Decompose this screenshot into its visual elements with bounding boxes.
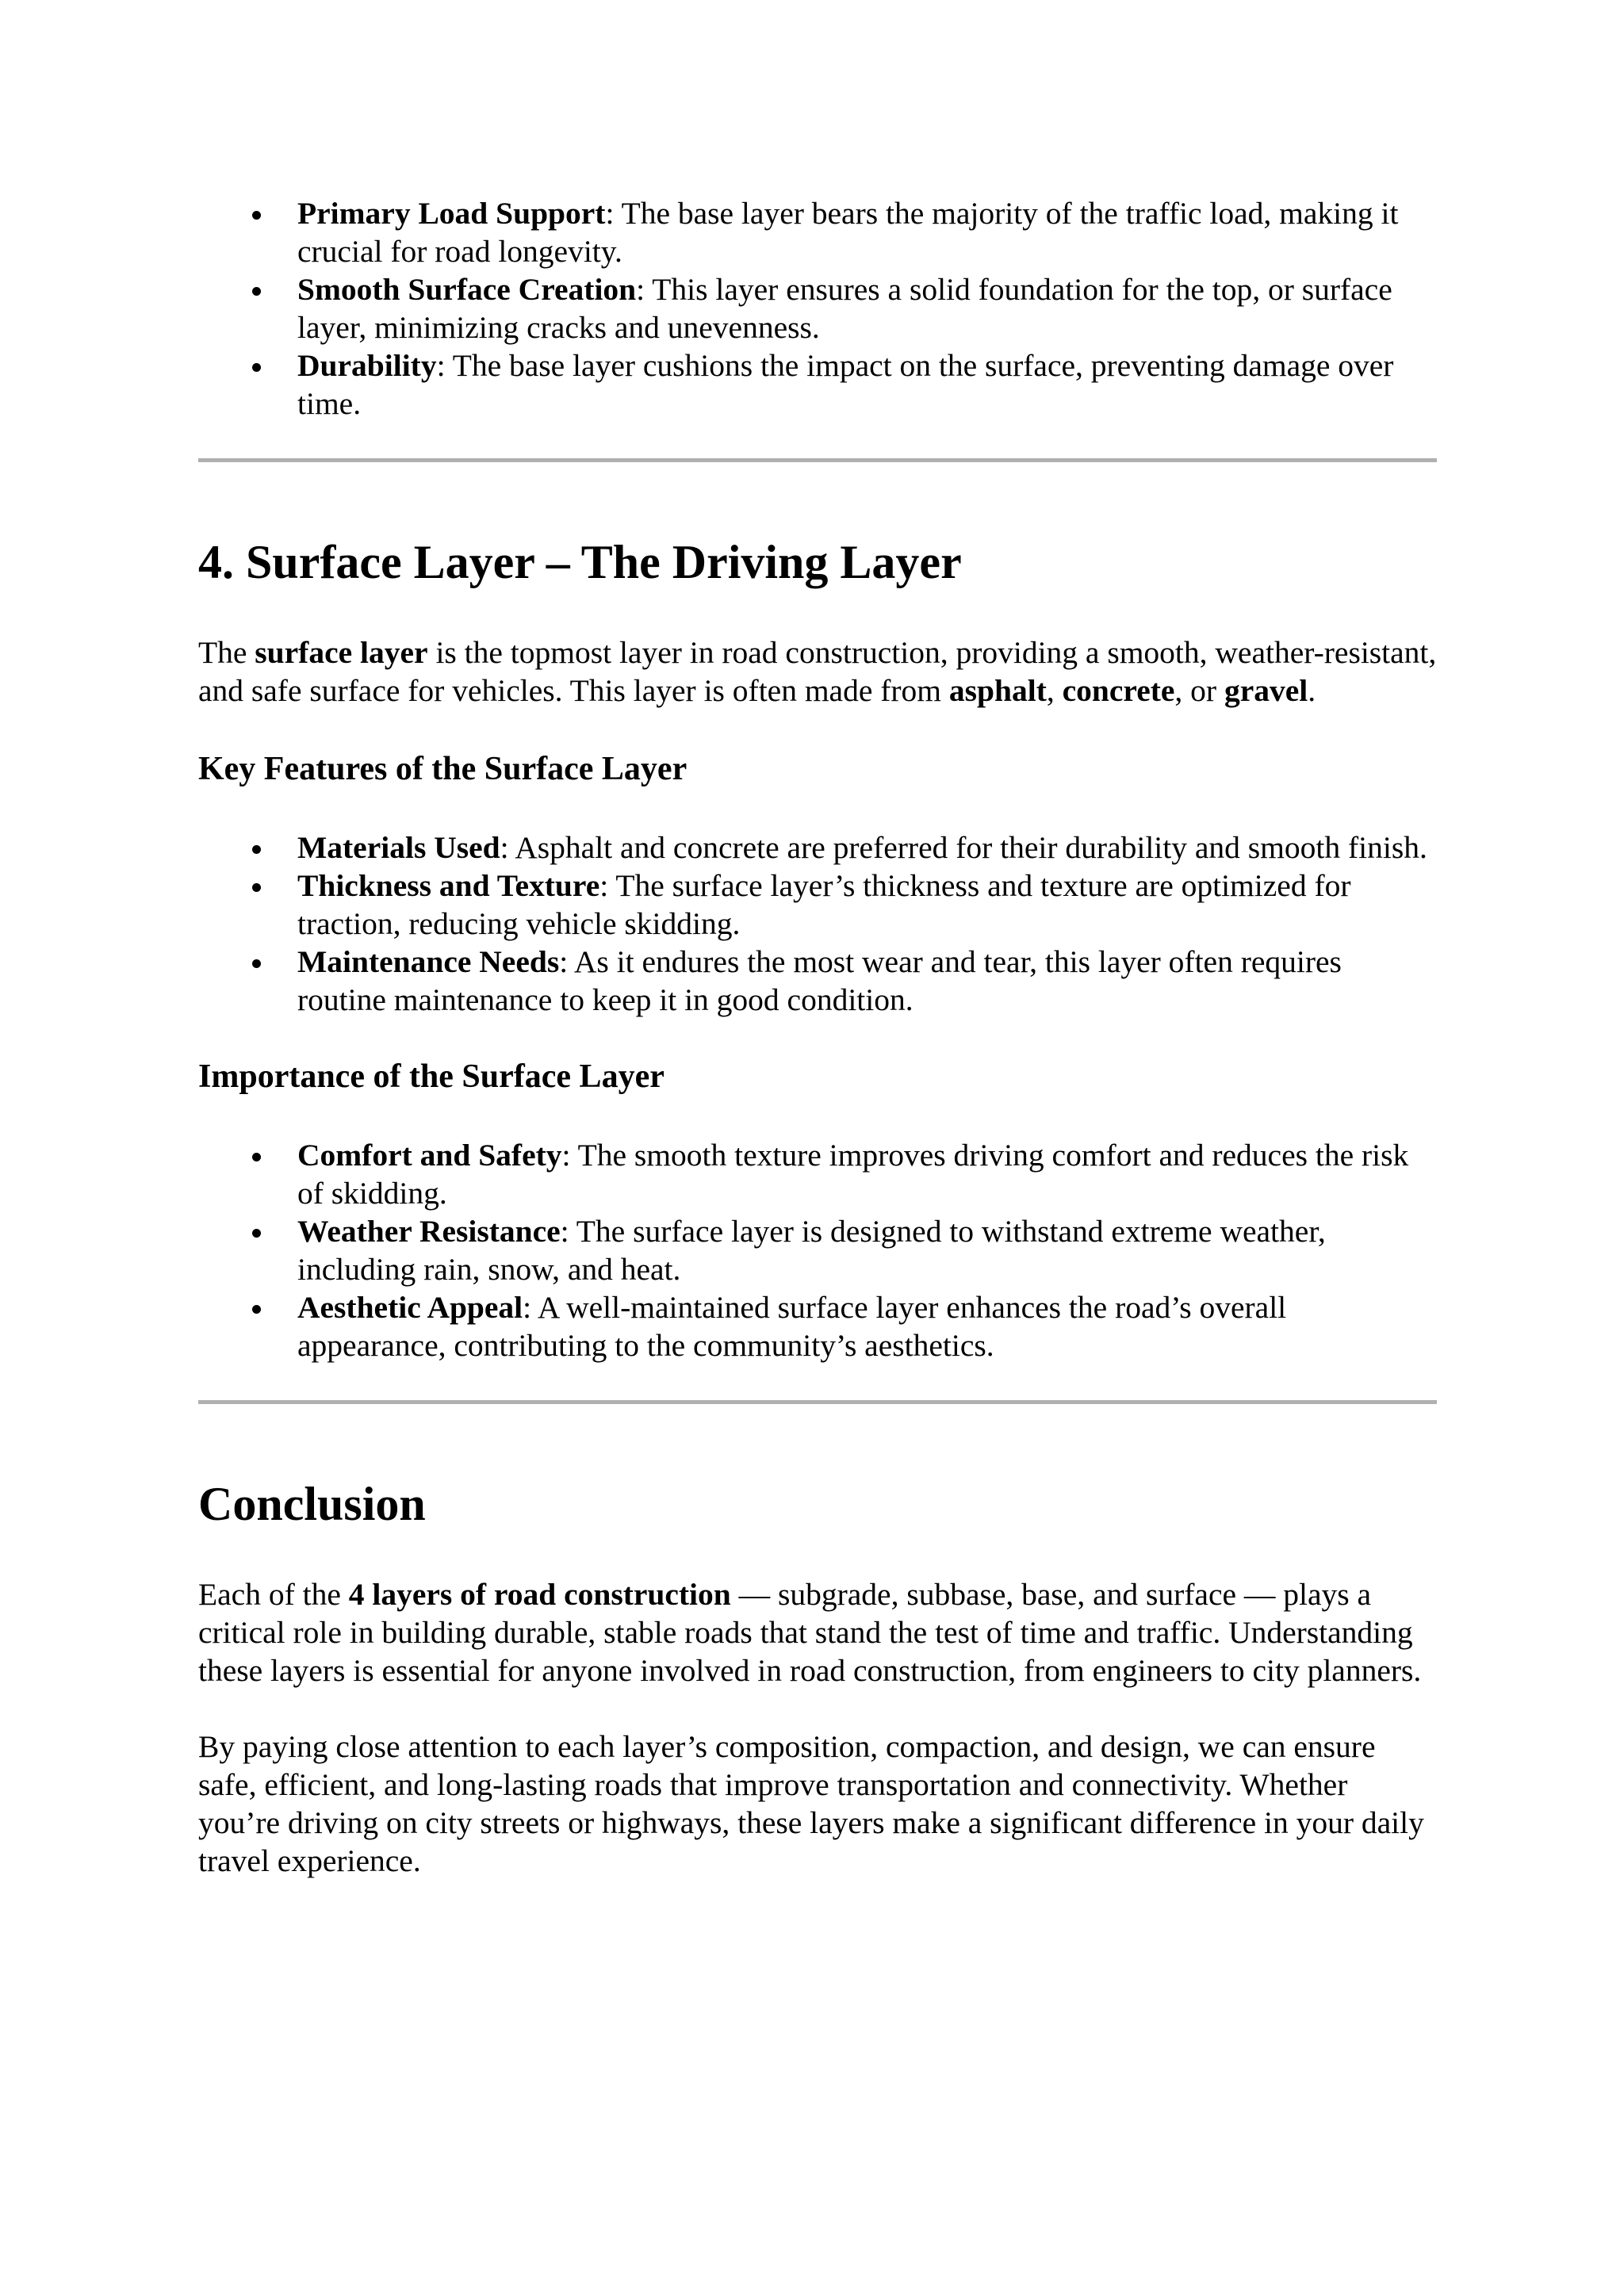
list-item: Smooth Surface Creation: This layer ensures a solid foundation for the top, or surface layer, minimizing cracks and unevenness. xyxy=(297,270,1437,346)
bullet-icon xyxy=(252,883,261,892)
bullet-icon xyxy=(252,211,261,220)
section-divider xyxy=(198,1400,1437,1404)
surface-features-list xyxy=(198,828,1437,1019)
list-item: Thickness and Texture: The surface layer’s thickness and texture are optimized for traction, reducing vehicle skidding. xyxy=(297,867,1437,943)
base-importance-list xyxy=(198,194,1437,423)
bullet-icon xyxy=(252,1229,261,1238)
conclusion-paragraph: By paying close attention to each layer’s composition, compaction, and design, we can ensure safe, efficient, and long-lasting roads that improve transportation and connectivity. Whether you’re driving on city streets or highways, these layers make a significant difference in your daily travel experience. xyxy=(198,1729,1424,1878)
bullet-icon xyxy=(252,363,261,372)
list-item: Aesthetic Appeal: A well-maintained surface layer enhances the road’s overall appearance, contributing to the community’s aesthetics. xyxy=(297,1288,1437,1364)
subsection-heading: Importance of the Surface Layer xyxy=(198,1058,665,1095)
surface-intro-paragraph: The surface layer is the topmost layer in road construction, providing a smooth, weather-resistant, and safe surface for vehicles. This layer is often made from asphalt, concrete, or gravel. xyxy=(198,635,1437,708)
bullet-icon xyxy=(252,1305,261,1314)
bullet-icon xyxy=(252,845,261,854)
bullet-icon xyxy=(252,287,261,296)
section-divider xyxy=(198,458,1437,462)
list-item: Maintenance Needs: As it endures the most wear and tear, this layer often requires routine maintenance to keep it in good condition. xyxy=(297,943,1437,1019)
surface-importance-list xyxy=(198,1136,1437,1364)
list-item: Comfort and Safety: The smooth texture improves driving comfort and reduces the risk of skidding. xyxy=(297,1136,1437,1212)
conclusion-heading: Conclusion xyxy=(198,1478,426,1530)
document-page xyxy=(198,194,1437,1880)
subsection-heading: Key Features of the Surface Layer xyxy=(198,751,688,787)
list-item: Durability: The base layer cushions the impact on the surface, preventing damage over time. xyxy=(297,346,1437,423)
list-item: Primary Load Support: The base layer bears the majority of the traffic load, making it crucial for road longevity. xyxy=(297,194,1437,270)
bullet-icon xyxy=(252,1153,261,1161)
bullet-icon xyxy=(252,959,261,968)
conclusion-paragraph: Each of the 4 layers of road construction — subgrade, subbase, base, and surface — plays a critical role in building durable, stable roads that stand the test of time and traffic. Understanding these layers is essential for anyone involved in road construction, from engineers to city planners. xyxy=(198,1577,1422,1688)
list-item: Materials Used: Asphalt and concrete are preferred for their durability and smooth finish. xyxy=(297,828,1437,867)
section-heading: 4. Surface Layer – The Driving Layer xyxy=(198,536,962,588)
list-item: Weather Resistance: The surface layer is designed to withstand extreme weather, including rain, snow, and heat. xyxy=(297,1212,1437,1288)
